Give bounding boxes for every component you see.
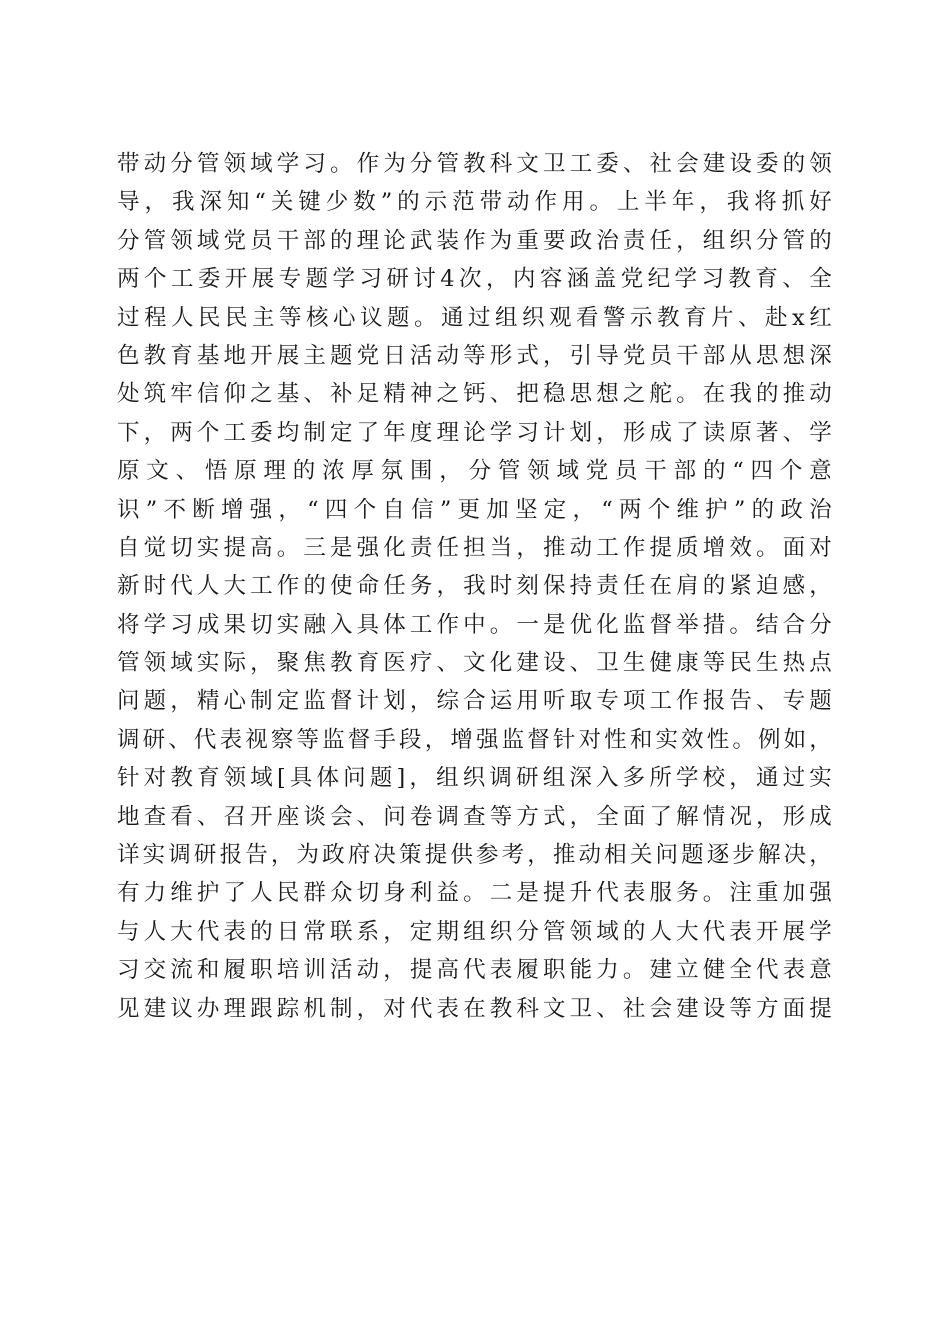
text-line: 色 教 育 基 地 开 展 主 题 党 日 活 动 等 形 式 ， 引 导 党 员 干 部 从 思 想 深 <box>117 342 832 369</box>
text-line: 识 ” 不 断 增 强 ， “ 四 个 自 信 ” 更 加 坚 定 ， “ 两 个 维 护 ” 的 政 治 <box>117 496 832 523</box>
text-line: 与 人 大 代 表 的 日 常 联 系 ， 定 期 组 织 分 管 领 域 的 人 大 代 表 开 展 学 <box>117 918 832 945</box>
text-line: 导 ， 我 深 知 “ 关 键 少 数 ” 的 示 范 带 动 作 用 。 上 半 年 ， 我 将 抓 好 <box>117 189 832 216</box>
text-line: 有 力 维 护 了 人 民 群 众 切 身 利 益 。 二 是 提 升 代 表 服 务 。 注 重 加 强 <box>117 880 832 907</box>
text-line: 两 个 工 委 开 展 专 题 学 习 研 讨 4 次 ， 内 容 涵 盖 党 纪 学 习 教 育 、 全 <box>117 266 832 293</box>
text-line: 过 程 人 民 民 主 等 核 心 议 题 。 通 过 组 织 观 看 警 示 教 育 片 、 赴 x 红 <box>117 304 832 331</box>
text-line: 分 管 领 域 党 员 干 部 的 理 论 武 装 作 为 重 要 政 治 责 任 ， 组 织 分 管 的 <box>117 227 832 254</box>
text-line: 问 题 ， 精 心 制 定 监 督 计 划 ， 综 合 运 用 听 取 专 项 工 作 报 告 、 专 题 <box>117 688 832 715</box>
text-line: 针 对 教 育 领 域 [ 具 体 问 题 ] ， 组 织 调 研 组 深 入 多 所 学 校 ， 通 过 实 <box>117 765 832 792</box>
text-line: 原 文 、 悟 原 理 的 浓 厚 氛 围 ， 分 管 领 域 党 员 干 部 的 “ 四 个 意 <box>117 458 832 485</box>
text-line: 新 时 代 人 大 工 作 的 使 命 任 务 ， 我 时 刻 保 持 责 任 在 肩 的 紧 迫 感 ， <box>117 573 832 600</box>
text-line: 下 ， 两 个 工 委 均 制 定 了 年 度 理 论 学 习 计 划 ， 形 成 了 读 原 著 、 学 <box>117 419 832 446</box>
text-line: 处 筑 牢 信 仰 之 基 、 补 足 精 神 之 钙 、 把 稳 思 想 之 舵 。 在 我 的 推 动 <box>117 381 832 408</box>
text-line: 详 实 调 研 报 告 ， 为 政 府 决 策 提 供 参 考 ， 推 动 相 关 问 题 逐 步 解 决 ， <box>117 842 832 869</box>
text-line: 带 动 分 管 领 域 学 习 。 作 为 分 管 教 科 文 卫 工 委 、 社 会 建 设 委 的 领 <box>117 151 832 177</box>
body-text <box>117 145 832 1028</box>
text-line: 习 交 流 和 履 职 培 训 活 动 ， 提 高 代 表 履 职 能 力 。 建 立 健 全 代 表 意 <box>117 957 832 984</box>
text-line: 将 学 习 成 果 切 实 融 入 具 体 工 作 中 。 一 是 优 化 监 督 举 措 。 结 合 分 <box>117 611 832 638</box>
text-line: 见 建 议 办 理 跟 踪 机 制 ， 对 代 表 在 教 科 文 卫 、 社 会 建 设 等 方 面 提 <box>117 995 832 1022</box>
text-line: 调 研 、 代 表 视 察 等 监 督 手 段 ， 增 强 监 督 针 对 性 和 实 效 性 。 例 如 ， <box>117 726 832 753</box>
text-line: 管 领 域 实 际 ， 聚 焦 教 育 医 疗 、 文 化 建 设 、 卫 生 健 康 等 民 生 热 点 <box>117 650 832 677</box>
text-line: 地 查 看 、 召 开 座 谈 会 、 问 卷 调 查 等 方 式 ， 全 面 了 解 情 况 ， 形 成 <box>117 803 832 830</box>
text-line: 自 觉 切 实 提 高 。 三 是 强 化 责 任 担 当 ， 推 动 工 作 提 质 增 效 。 面 对 <box>117 534 832 561</box>
